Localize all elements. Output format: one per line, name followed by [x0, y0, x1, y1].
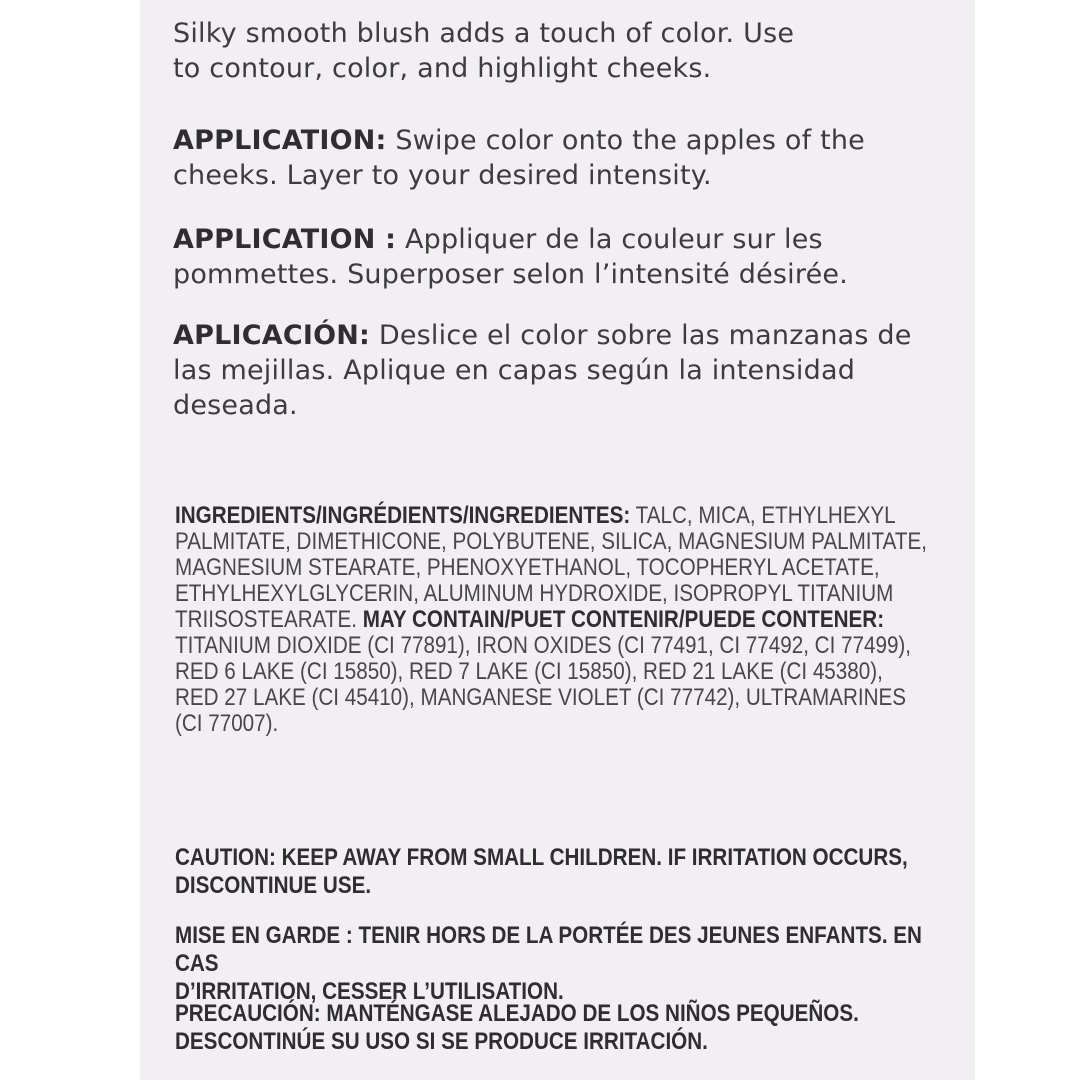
- ingredients-line: (CI 77007).: [175, 710, 279, 737]
- application-line: [173, 123, 953, 158]
- application-line: deseada.: [173, 390, 298, 421]
- ingredients-line: PALMITATE, DIMETHICONE, POLYBUTENE, SILICA, MAGNESIUM PALMITATE,: [175, 528, 927, 555]
- application-text: Deslice el color sobre las manzanas de: [370, 320, 912, 351]
- caution-line: CAUTION: KEEP AWAY FROM SMALL CHILDREN. IF IRRITATION OCCURS,: [175, 844, 908, 871]
- ingredients-list: [175, 503, 964, 737]
- ingredients-line: MAGNESIUM STEARATE, PHENOXYETHANOL, TOCOPHERYL ACETATE,: [175, 554, 880, 581]
- description-line: Silky smooth blush adds a touch of color. Use: [173, 18, 795, 49]
- product-description: [173, 16, 953, 86]
- caution-line: DISCONTINUE USE.: [175, 872, 372, 899]
- caution-line: DESCONTINÚE SU USO SI SE PRODUCE IRRITACIÓN.: [175, 1028, 708, 1055]
- caution-line: D’IRRITATION, CESSER L’UTILISATION.: [175, 978, 564, 1005]
- may-contain-header: MAY CONTAIN/PUET CONTENIR/PUEDE CONTENER:: [362, 606, 885, 633]
- caution-line: PRECAUCIÓN: MANTÉNGASE ALEJADO DE LOS NIÑOS PEQUEÑOS.: [175, 1000, 859, 1027]
- caution-spanish: [175, 1000, 964, 1056]
- ingredients-line: [175, 607, 964, 633]
- application-line: [173, 222, 953, 257]
- application-english: [173, 123, 953, 193]
- application-label: APPLICATION :: [173, 224, 397, 255]
- description-line: to contour, color, and highlight cheeks.: [173, 53, 712, 84]
- caution-french: [175, 922, 964, 1006]
- ingredients-line: RED 27 LAKE (CI 45410), MANGANESE VIOLET (CI 77742), ULTRAMARINES: [175, 684, 907, 711]
- ingredients-text: TALC, MICA, ETHYLHEXYL: [630, 502, 896, 529]
- ingredients-line: ETHYLHEXYLGLYCERIN, ALUMINUM HYDROXIDE, ISOPROPYL TITANIUM: [175, 580, 894, 607]
- application-line: [173, 318, 953, 353]
- ingredients-line: [175, 503, 964, 529]
- application-text: Appliquer de la couleur sur les: [396, 224, 823, 255]
- ingredients-line: RED 6 LAKE (CI 15850), RED 7 LAKE (CI 15850), RED 21 LAKE (CI 45380),: [175, 658, 883, 685]
- application-line: cheeks. Layer to your desired intensity.: [173, 160, 712, 191]
- application-text: Swipe color onto the apples of the: [386, 125, 865, 156]
- ingredients-header: INGREDIENTS/INGRÉDIENTS/INGREDIENTES:: [175, 502, 631, 529]
- application-line: pommettes. Superposer selon l’intensité désirée.: [173, 259, 848, 290]
- application-label: APPLICATION:: [173, 125, 387, 156]
- caution-line: MISE EN GARDE : TENIR HORS DE LA PORTÉE DES JEUNES ENFANTS. EN CAS: [175, 922, 922, 977]
- application-spanish: [173, 318, 953, 423]
- application-line: las mejillas. Aplique en capas según la intensidad: [173, 355, 856, 386]
- application-label: APLICACIÓN:: [173, 320, 371, 351]
- caution-english: [175, 844, 964, 900]
- ingredients-line: TITANIUM DIOXIDE (CI 77891), IRON OXIDES (CI 77491, CI 77492, CI 77499),: [175, 632, 912, 659]
- ingredients-text: TRIISOSTEARATE.: [175, 606, 363, 633]
- application-french: [173, 222, 953, 292]
